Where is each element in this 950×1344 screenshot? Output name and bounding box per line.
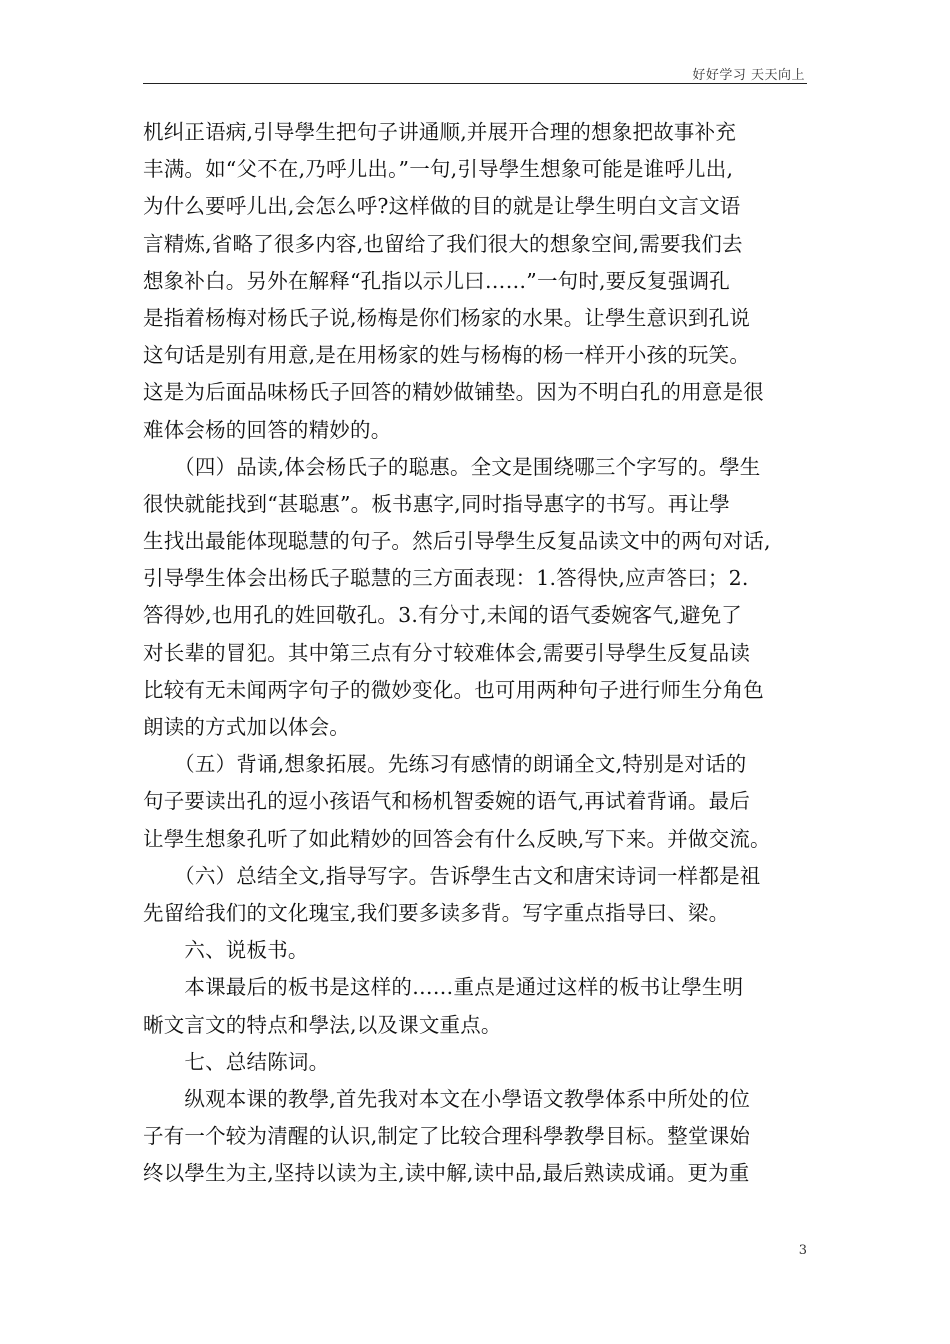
text-line: （五）背诵,想象拓展。先练习有感情的朗诵全文,特别是对话的 — [143, 752, 747, 777]
text-line: 生找出最能体现聪慧的句子。然后引导學生反复品读文中的两句对话, — [143, 529, 771, 554]
text-line: （六）总结全文,指导写字。告诉學生古文和唐宋诗词一样都是祖 — [143, 863, 761, 888]
text-line: 让學生想象孔听了如此精妙的回答会有什么反映,写下来。并做交流。 — [143, 826, 771, 851]
text-line: 想象补白。另外在解释“孔指以示儿曰……”一句时,要反复强调孔 — [143, 268, 730, 293]
text-line: 是指着杨梅对杨氏子说,杨梅是你们杨家的水果。让學生意识到孔说 — [143, 305, 751, 330]
text-line: 子有一个较为清醒的认识,制定了比较合理科學教學目标。整堂课始 — [143, 1124, 751, 1149]
text-line: 这是为后面品味杨氏子回答的精妙做铺垫。因为不明白孔的用意是很 — [143, 380, 764, 405]
page-header-title: 好好学习 天天向上 — [692, 68, 805, 83]
text-line: 引导學生体会出杨氏子聪慧的三方面表现：1.答得快,应声答曰；2. — [143, 566, 749, 591]
text-line: 难体会杨的回答的精妙的。 — [143, 417, 392, 442]
text-line: 本课最后的板书是这样的……重点是通过这样的板书让學生明 — [143, 975, 744, 1000]
text-line: 言精炼,省略了很多内容,也留给了我们很大的想象空间,需要我们去 — [143, 231, 743, 256]
text-line: 丰满。如“父不在,乃呼儿出。”一句,引导學生想象可能是谁呼儿出, — [143, 157, 734, 182]
section-heading-line: 六、说板书。 — [143, 938, 309, 963]
text-line: 先留给我们的文化瑰宝,我们要多读多背。写字重点指导曰、梁。 — [143, 900, 730, 925]
document-body — [143, 114, 815, 1192]
text-line: 晰文言文的特点和學法,以及课文重点。 — [143, 1012, 502, 1037]
text-line: 朗读的方式加以体会。 — [143, 715, 350, 739]
text-line: 对长辈的冒犯。其中第三点有分寸较难体会,需要引导學生反复品读 — [143, 640, 751, 665]
text-line: 句子要读出孔的逗小孩语气和杨机智委婉的语气,再试着背诵。最后 — [143, 789, 751, 814]
text-line: 终以學生为主,坚持以读为主,读中解,读中品,最后熟读成诵。更为重 — [143, 1161, 750, 1186]
text-line: 比较有无未闻两字句子的微妙变化。也可用两种句子进行师生分角色 — [143, 677, 764, 702]
text-line: 很快就能找到“甚聪惠”。板书惠字,同时指导惠字的书写。再让學 — [143, 491, 730, 516]
text-line: （四）品读,体会杨氏子的聪惠。全文是围绕哪三个字写的。學生 — [143, 454, 761, 479]
text-line: 纵观本课的教學,首先我对本文在小學语文教學体系中所处的位 — [143, 1086, 751, 1111]
header-divider — [143, 83, 807, 84]
text-line: 这句话是别有用意,是在用杨家的姓与杨梅的杨一样开小孩的玩笑。 — [143, 343, 751, 368]
text-line: 为什么要呼儿出,会怎么呼?这样做的目的就是让學生明白文言文语 — [143, 194, 741, 219]
text-line: 机纠正语病,引导學生把句子讲通顺,并展开合理的想象把故事补充 — [143, 120, 737, 144]
section-heading-line: 七、总结陈词。 — [143, 1049, 330, 1074]
text-line: 答得妙,也用孔的姓回敬孔。3.有分寸,未闻的语气委婉客气,避免了 — [143, 603, 743, 628]
page-number: 3 — [798, 1243, 807, 1258]
